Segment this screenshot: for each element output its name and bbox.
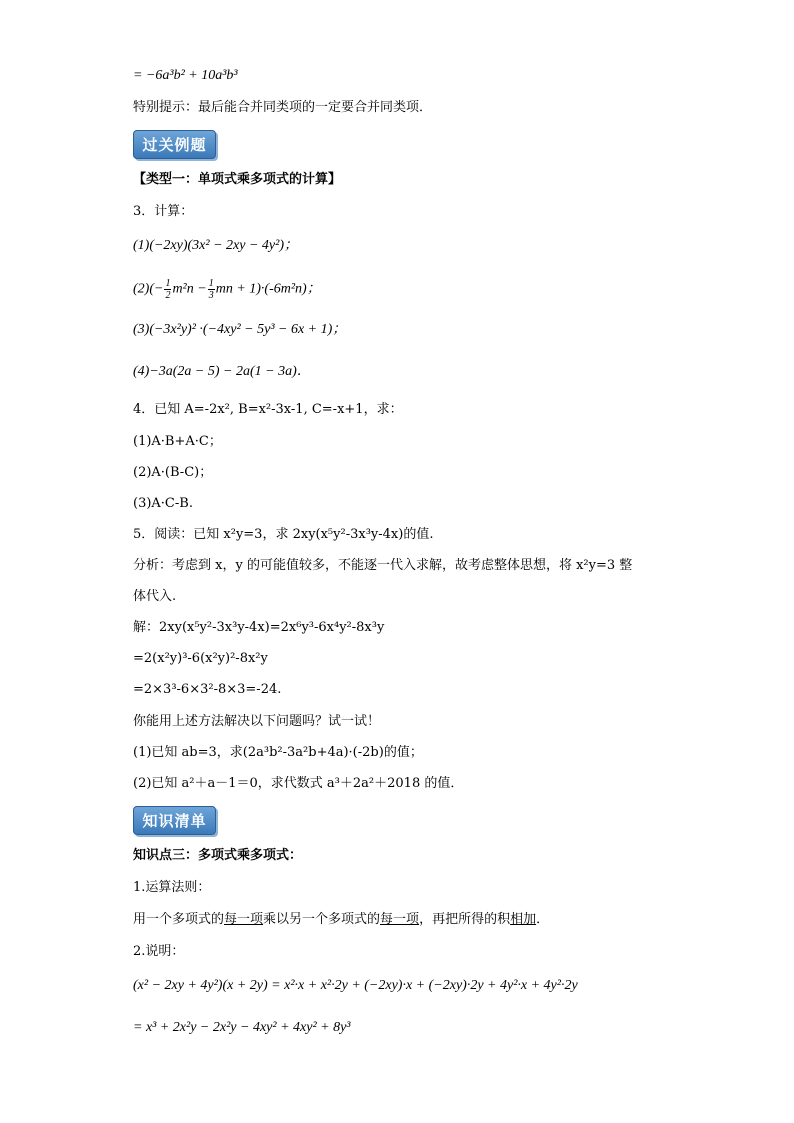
try-part-2: (2)已知 a²＋a－1＝0，求代数式 a³＋2a²＋2018 的值． [133,776,464,791]
badge-examples: 过关例题 [133,130,216,159]
question-4-part-2: (2)A·(B-C)； [133,465,213,480]
special-tip: 特别提示：最后能合并同类项的一定要合并同类项． [133,100,433,115]
rule-part-3: ，再把所得的积 [419,912,511,927]
question-3-part-1: (1)(−2xy)(3x² − 2xy − 4y²)； [133,238,298,253]
question-3-part-3: (3)(−3x²y)² ·(−4xy² − 5y³ − 6x + 1)； [133,322,347,337]
question-3-part-4: (4)−3a(2a − 5) − 2a(1 − 3a)． [133,364,311,379]
knowledge-point-3: 知识点三：多项式乘多项式： [133,848,303,863]
rule-text [133,910,549,930]
question-3: 3．计算： [133,204,194,219]
question-4-part-1: (1)A·B+A·C； [133,434,222,449]
solution-line-1: 解：2xy(x⁵y²-3x³y-4x)=2x⁶y³-6x⁴y²-8x³y [133,620,385,635]
badge-knowledge: 知识清单 [133,806,216,835]
q3-2-suffix: mn + 1)·(-6m²n)； [215,281,321,297]
rule-underline-3: 相加 [510,912,537,927]
expansion-equation-2: = x³ + 2x²y − 2x²y − 4xy² + 4xy² + 8y³ [133,1020,351,1035]
q3-2-prefix: (2)(− [133,281,164,297]
try-part-1: (1)已知 ab=3，求(2a³b²-3a²b+4a)·(-2b)的值； [133,745,423,760]
explain-heading: 2.说明： [133,944,185,959]
try-prompt: 你能用上述方法解决以下问题吗？试一试！ [133,714,381,729]
solution-line-3: =2×3³-6×3²-8×3=-24. [133,682,282,697]
question-3-part-2 [133,278,321,301]
expansion-equation-1: (x² − 2xy + 4y²)(x + 2y) = x²·x + x²·2y + (−2xy)·x + (−2xy)·2y + 4y²·x + 4y²·2y [133,978,578,993]
rule-part-1: 用一个多项式的 [133,912,225,927]
rule-underline-1: 每一项 [224,912,264,927]
equation-result: = −6a³b² + 10a³b³ [133,68,238,83]
fraction-one-third: $\frac{1}{3}$ [208,278,214,301]
question-4-part-3: (3)A·C-B. [133,496,193,511]
type-one-heading: 【类型一：单项式乘多项式的计算】 [133,172,342,187]
fraction-one-half: $\frac{1}{2}$ [165,278,171,301]
analysis-line-2: 体代入. [133,589,177,604]
solution-line-2: =2(x²y)³-6(x²y)²-8x²y [133,651,268,666]
analysis-line-1: 分析：考虑到 x，y 的可能值较多，不能逐一代入求解，故考虑整体思想，将 x²y=3 整 [133,558,633,573]
rule-part-4: ． [536,912,550,927]
rule-underline-2: 每一项 [380,912,420,927]
q3-2-mid: m²n − [172,281,207,297]
question-5: 5．阅读：已知 x²y=3，求 2xy(x⁵y²-3x³y-4x)的值. [133,527,434,542]
rule-heading: 1.运算法则： [133,880,211,895]
question-4: 4．已知 A=-2x², B=x²-3x-1, C=-x+1，求： [133,402,403,417]
rule-part-2: 乘以另一个多项式的 [263,912,381,927]
